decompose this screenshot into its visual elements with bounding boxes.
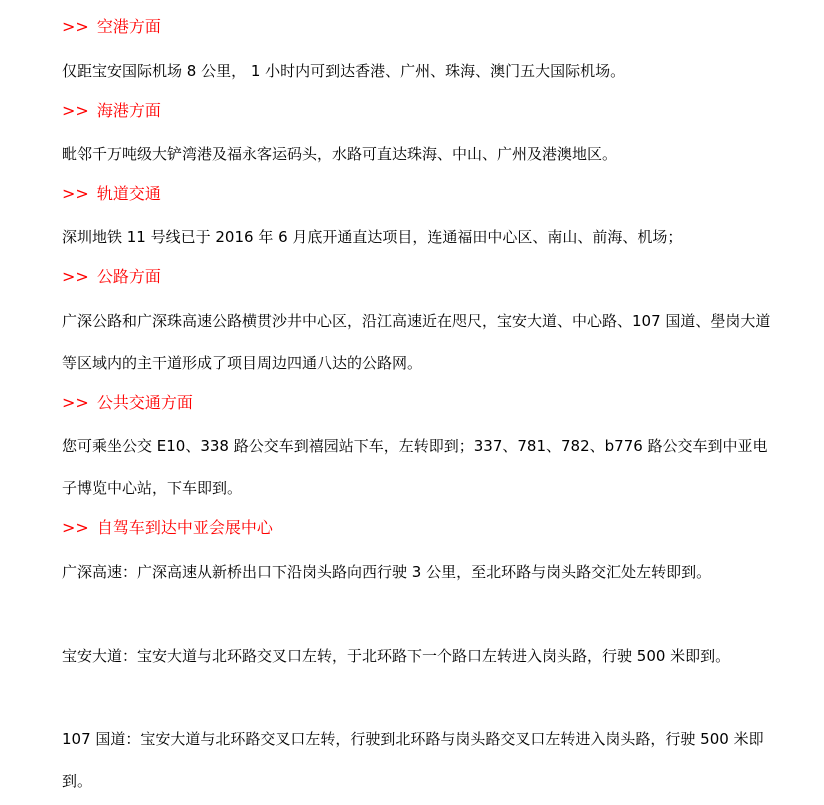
heading-text: 公共交通方面 [96, 393, 193, 412]
heading-marker: >> [62, 184, 89, 203]
heading-text: 轨道交通 [96, 184, 161, 203]
paragraph-expressway: 广深高速：广深高速从新桥出口下沿岗头路向西行驶 3 公里，至北环路与岗头路交汇处左转即到。 [62, 563, 712, 581]
heading-marker: >> [62, 393, 89, 412]
heading-marker: >> [62, 17, 89, 36]
paragraph-seaport: 毗邻千万吨级大铲湾港及福永客运码头，水路可直达珠海、中山、广州及港澳地区。 [62, 145, 618, 163]
section-heading-self-drive [62, 518, 273, 538]
paragraph-baoan-avenue: 宝安大道：宝安大道与北环路交叉口左转，于北环路下一个路口左转进入岗头路，行驶 500 米即到。 [62, 647, 731, 665]
section-heading-airport [62, 17, 161, 37]
paragraph-national-road-107: 107 国道：宝安大道与北环路交叉口左转，行驶到北环路与岗头路交叉口左转进入岗头路，行驶 500 米即到。 [62, 730, 764, 790]
section-heading-seaport [62, 101, 161, 121]
section-heading-road [62, 267, 161, 287]
paragraph-road: 广深公路和广深珠高速公路横贯沙井中心区，沿江高速近在咫尺，宝安大道、中心路、107 国道、壆岗大道等区域内的主干道形成了项目周边四通八达的公路网。 [62, 312, 771, 372]
heading-marker: >> [62, 267, 89, 286]
heading-marker: >> [62, 101, 89, 120]
paragraph-public-transit: 您可乘坐公交 E10、338 路公交车到禧园站下车，左转即到；337、781、782、b776 路公交车到中亚电子博览中心站，下车即到。 [62, 437, 768, 497]
heading-text: 海港方面 [96, 101, 161, 120]
paragraph-rail: 深圳地铁 11 号线已于 2016 年 6 月底开通直达项目，连通福田中心区、南山、前海、机场； [62, 228, 683, 246]
heading-marker: >> [62, 518, 89, 537]
section-heading-public-transit [62, 393, 193, 413]
heading-text: 自驾车到达中亚会展中心 [96, 518, 273, 537]
heading-text: 空港方面 [96, 17, 161, 36]
section-heading-rail [62, 184, 161, 204]
paragraph-airport: 仅距宝安国际机场 8 公里， 1 小时内可到达香港、广州、珠海、澳门五大国际机场。 [62, 62, 626, 80]
heading-text: 公路方面 [96, 267, 161, 286]
